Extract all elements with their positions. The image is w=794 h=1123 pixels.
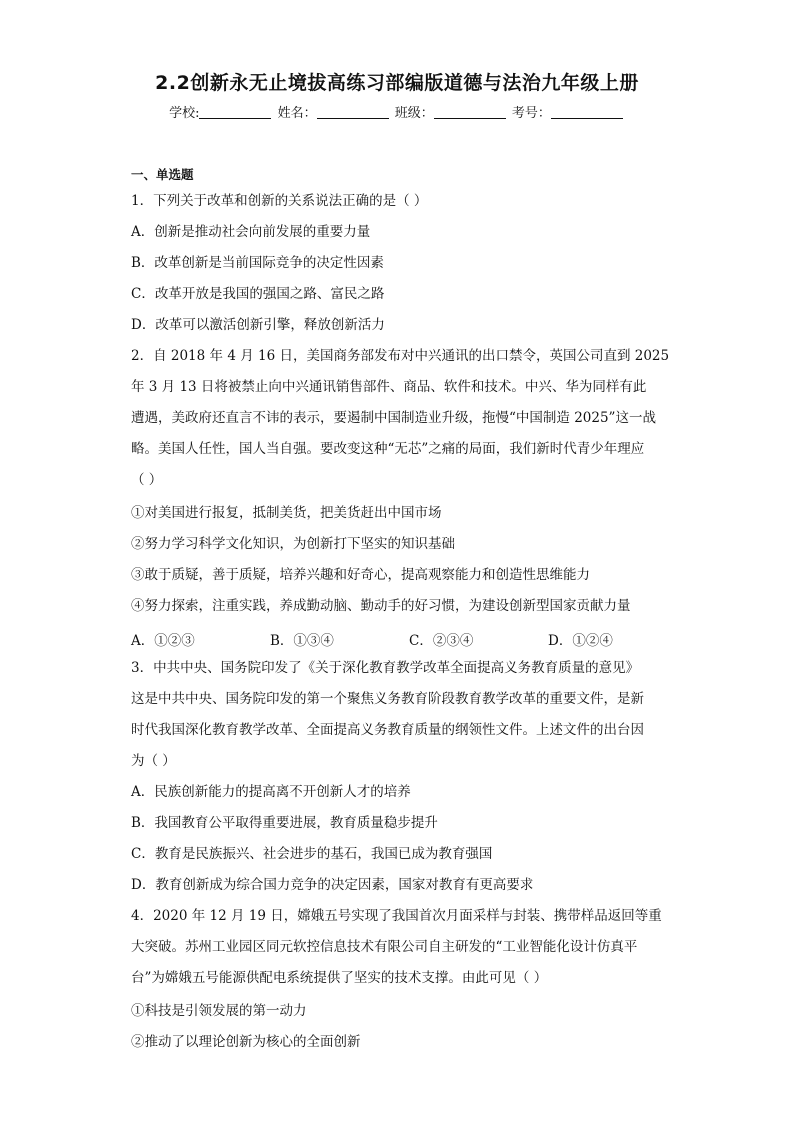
- section-heading: 一、单选题: [131, 167, 194, 182]
- q2-option-d[interactable]: D．①②④: [548, 633, 613, 649]
- q2-stem-line-4: 略。美国人任性，国人当自强。要改变这种“无芯”之痛的局面，我们新时代青少年理应: [131, 441, 645, 457]
- q1-stem: 1．下列关于改革和创新的关系说法正确的是（ ）: [131, 193, 428, 209]
- q4-statement-1: ①科技是引领发展的第一动力: [131, 1003, 307, 1019]
- q3-stem-line-1: 3．中共中央、国务院印发了《关于深化教育教学改革全面提高义务教育质量的意见》: [131, 660, 640, 676]
- q3-option-c[interactable]: C．教育是民族振兴、社会进步的基石，我国已成为教育强国: [131, 846, 493, 862]
- q4-statement-2: ②推动了以理论创新为核心的全面创新: [131, 1034, 361, 1050]
- q2-statement-2: ②努力学习科学文化知识，为创新打下坚实的知识基础: [131, 536, 455, 552]
- q3-option-b[interactable]: B．我国教育公平取得重要进展，教育质量稳步提升: [131, 815, 438, 831]
- q2-option-c[interactable]: C．②③④: [409, 633, 474, 649]
- q2-option-a[interactable]: A．①②③: [131, 633, 195, 649]
- q4-stem-line-2: 大突破。苏州工业园区同元软控信息技术有限公司自主研发的“工业智能化设计仿真平: [131, 939, 638, 955]
- exam-no-blank[interactable]: [551, 106, 623, 119]
- q2-statement-3: ③敢于质疑，善于质疑，培养兴趣和好奇心，提高观察能力和创造性思维能力: [131, 567, 590, 583]
- q3-stem-line-3: 时代我国深化教育教学改革、全面提高义务教育质量的纲领性文件。上述文件的出台因: [131, 722, 644, 738]
- q2-statement-4: ④努力探索，注重实践，养成勤动脑、勤动手的好习惯，为建设创新型国家贡献力量: [131, 598, 631, 614]
- q2-stem-line-3: 遭遇，美政府还直言不讳的表示，要遏制中国制造业升级，拖慢“中国制造 2025”这一战: [131, 410, 656, 426]
- class-blank[interactable]: [434, 106, 506, 119]
- q1-option-c[interactable]: C．改革开放是我国的强国之路、富民之路: [131, 286, 385, 302]
- q1-option-d[interactable]: D．改革可以激活创新引擎，释放创新活力: [131, 317, 385, 333]
- q3-stem-line-4: 为（ ）: [131, 753, 176, 769]
- q3-option-d[interactable]: D．教育创新成为综合国力竞争的决定因素，国家对教育有更高要求: [131, 877, 534, 893]
- school-blank[interactable]: [199, 106, 271, 119]
- student-info-row: [0, 102, 794, 121]
- class-label: 班级：: [394, 106, 434, 121]
- page-title: 2.2创新永无止境拔高练习部编版道德与法治九年级上册: [155, 72, 639, 94]
- school-label: 学校:: [169, 106, 200, 121]
- q1-option-b[interactable]: B．改革创新是当前国际竞争的决定性因素: [131, 255, 384, 271]
- q1-option-a[interactable]: A．创新是推动社会向前发展的重要力量: [131, 224, 371, 240]
- name-label: 姓名：: [277, 106, 317, 121]
- q2-option-b[interactable]: B．①③④: [270, 633, 334, 649]
- q3-option-a[interactable]: A．民族创新能力的提高离不开创新人才的培养: [131, 784, 411, 800]
- q2-stem-line-5: （ ）: [131, 472, 163, 488]
- exam-no-label: 考号：: [511, 106, 551, 121]
- q4-stem-line-1: 4．2020 年 12 月 19 日，嫦娥五号实现了我国首次月面采样与封装、携带样品返回等重: [131, 908, 662, 924]
- name-blank[interactable]: [317, 106, 389, 119]
- q2-stem-line-1: 2．自 2018 年 4 月 16 日，美国商务部发布对中兴通讯的出口禁令，英国公司直到 2025: [131, 348, 670, 364]
- q2-stem-line-2: 年 3 月 13 日将被禁止向中兴通讯销售部件、商品、软件和技术。中兴、华为同样有此: [131, 379, 647, 395]
- q3-stem-line-2: 这是中共中央、国务院印发的第一个聚焦义务教育阶段教育教学改革的重要文件，是新: [131, 691, 644, 707]
- q4-stem-line-3: 台”为嫦娥五号能源供配电系统提供了坚实的技术支撑。由此可见（ ）: [131, 970, 548, 986]
- q2-statement-1: ①对美国进行报复，抵制美货，把美货赶出中国市场: [131, 505, 442, 521]
